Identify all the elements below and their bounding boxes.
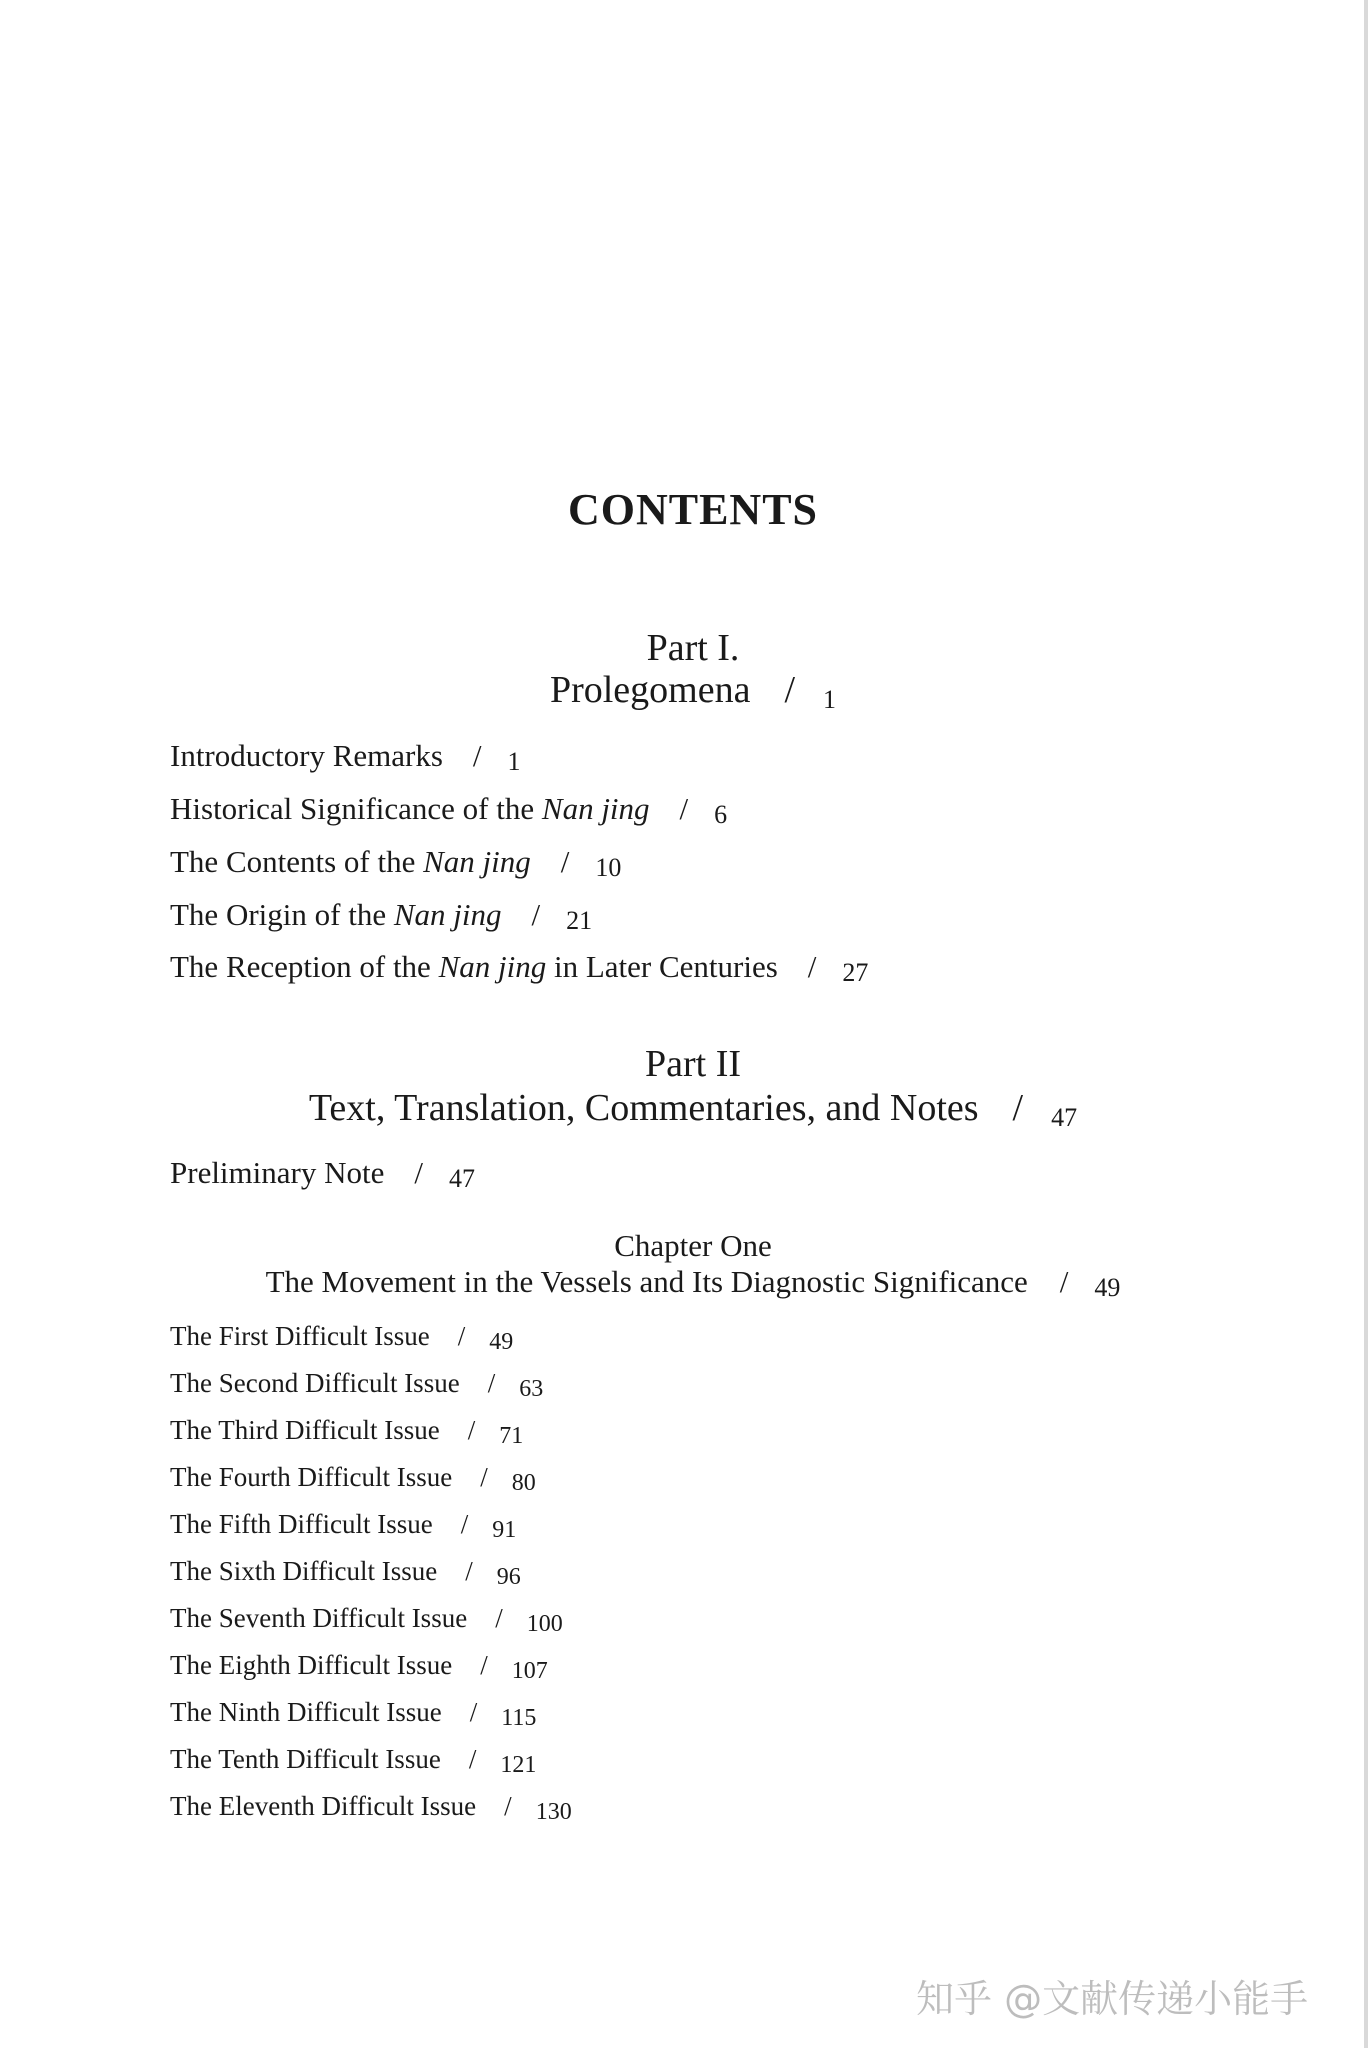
separator: / <box>480 1462 488 1492</box>
part1-title: Prolegomena <box>549 669 751 711</box>
entry-title: The Eighth Difficult Issue <box>170 1650 453 1680</box>
page-number: 80 <box>511 1470 536 1496</box>
toc-entry[interactable] <box>170 897 592 935</box>
entry-title: The Eleventh Difficult Issue <box>170 1791 477 1821</box>
page-number: 21 <box>566 906 593 935</box>
toc-entry[interactable] <box>170 949 868 987</box>
entry-title: The Tenth Difficult Issue <box>170 1744 441 1774</box>
page-number: 107 <box>511 1658 548 1684</box>
separator: / <box>1059 1264 1069 1299</box>
separator: / <box>465 1556 473 1586</box>
page-number: 1 <box>507 747 521 776</box>
part2-heading[interactable] <box>0 1086 1368 1134</box>
separator: / <box>472 738 482 773</box>
separator: / <box>679 791 689 826</box>
entry-title-italic: Nan jing <box>393 897 502 932</box>
separator: / <box>495 1603 503 1633</box>
entry-title: The Fourth Difficult Issue <box>170 1462 453 1492</box>
entry-title-italic: Nan jing <box>541 791 650 826</box>
page-number: 27 <box>842 958 869 987</box>
entry-title: The Ninth Difficult Issue <box>170 1697 442 1727</box>
entry-title: The Third Difficult Issue <box>170 1415 440 1445</box>
separator: / <box>560 844 570 879</box>
toc-entry[interactable] <box>170 738 521 776</box>
entry-title-italic: Nan jing <box>423 844 531 879</box>
chapter1-label: Chapter One <box>614 1228 772 1263</box>
separator: / <box>504 1791 512 1821</box>
separator: / <box>1012 1087 1024 1129</box>
entry-title-italic: Nan jing <box>438 949 547 984</box>
toc-entry[interactable] <box>170 1602 563 1636</box>
separator: / <box>457 1321 466 1351</box>
toc-entry[interactable] <box>170 1743 536 1777</box>
toc-entry[interactable] <box>170 1790 572 1824</box>
toc-entry[interactable] <box>170 1508 516 1542</box>
toc-entry[interactable] <box>170 1155 475 1193</box>
page-number: 63 <box>519 1376 544 1402</box>
entry-title: The Origin of the <box>170 897 394 932</box>
page-number: 96 <box>496 1564 521 1590</box>
page-number: 91 <box>492 1517 517 1543</box>
entry-title-suffix: in Later Centuries <box>546 949 778 984</box>
toc-entry[interactable] <box>170 1649 548 1683</box>
part1-label: Part I. <box>646 627 740 669</box>
chapter1-title: The Movement in the Vessels and Its Diagnostic Significance <box>265 1264 1028 1299</box>
entry-title: The Fifth Difficult Issue <box>170 1509 433 1539</box>
page-number: 47 <box>1051 1103 1078 1132</box>
part2-title: Text, Translation, Commentaries, and Notes <box>308 1087 979 1129</box>
separator: / <box>487 1368 496 1398</box>
page-title: CONTENTS <box>567 485 819 534</box>
page-number: 47 <box>449 1164 475 1193</box>
page-number: 1 <box>823 685 837 714</box>
watermark: 知乎 @文献传递小能手 <box>916 1977 1309 2021</box>
toc-entry[interactable] <box>170 844 621 882</box>
entry-title: The Reception of the <box>170 949 439 984</box>
separator: / <box>480 1650 488 1680</box>
entry-title: The Second Difficult Issue <box>170 1368 460 1398</box>
entry-title: Preliminary Note <box>170 1155 385 1190</box>
toc-entry[interactable] <box>170 1555 521 1589</box>
toc-entry[interactable] <box>170 1461 536 1495</box>
separator: / <box>807 949 817 984</box>
toc-entry[interactable] <box>170 1320 513 1354</box>
separator: / <box>468 1744 477 1774</box>
page-number: 49 <box>489 1329 514 1355</box>
part1-heading[interactable] <box>0 668 1368 716</box>
entry-title: The First Difficult Issue <box>170 1321 430 1351</box>
page-number: 6 <box>714 800 728 829</box>
toc-entry[interactable] <box>170 1696 536 1730</box>
page-number: 115 <box>501 1705 537 1731</box>
toc-entry[interactable] <box>170 791 727 829</box>
page-number: 49 <box>1094 1273 1121 1302</box>
separator: / <box>460 1509 469 1539</box>
page-number: 71 <box>499 1423 524 1449</box>
separator: / <box>784 669 796 711</box>
page-number: 121 <box>500 1752 537 1778</box>
entry-title: Introductory Remarks <box>170 738 443 773</box>
page-number: 10 <box>595 853 622 882</box>
toc-entry[interactable] <box>170 1367 543 1401</box>
entry-title: The Seventh Difficult Issue <box>170 1603 468 1633</box>
part2-label: Part II <box>644 1043 742 1085</box>
page-edge-shadow <box>1364 0 1368 2048</box>
entry-title: The Contents of the <box>170 844 424 879</box>
page-number: 100 <box>526 1611 563 1637</box>
entry-title: The Sixth Difficult Issue <box>170 1556 438 1586</box>
separator: / <box>414 1155 423 1190</box>
entry-title: Historical Significance of the <box>170 791 542 826</box>
separator: / <box>469 1697 478 1727</box>
page-number: 130 <box>535 1799 572 1825</box>
separator: / <box>531 897 541 932</box>
toc-entry[interactable] <box>170 1414 523 1448</box>
chapter1-heading[interactable] <box>0 1265 1368 1301</box>
separator: / <box>467 1415 476 1445</box>
